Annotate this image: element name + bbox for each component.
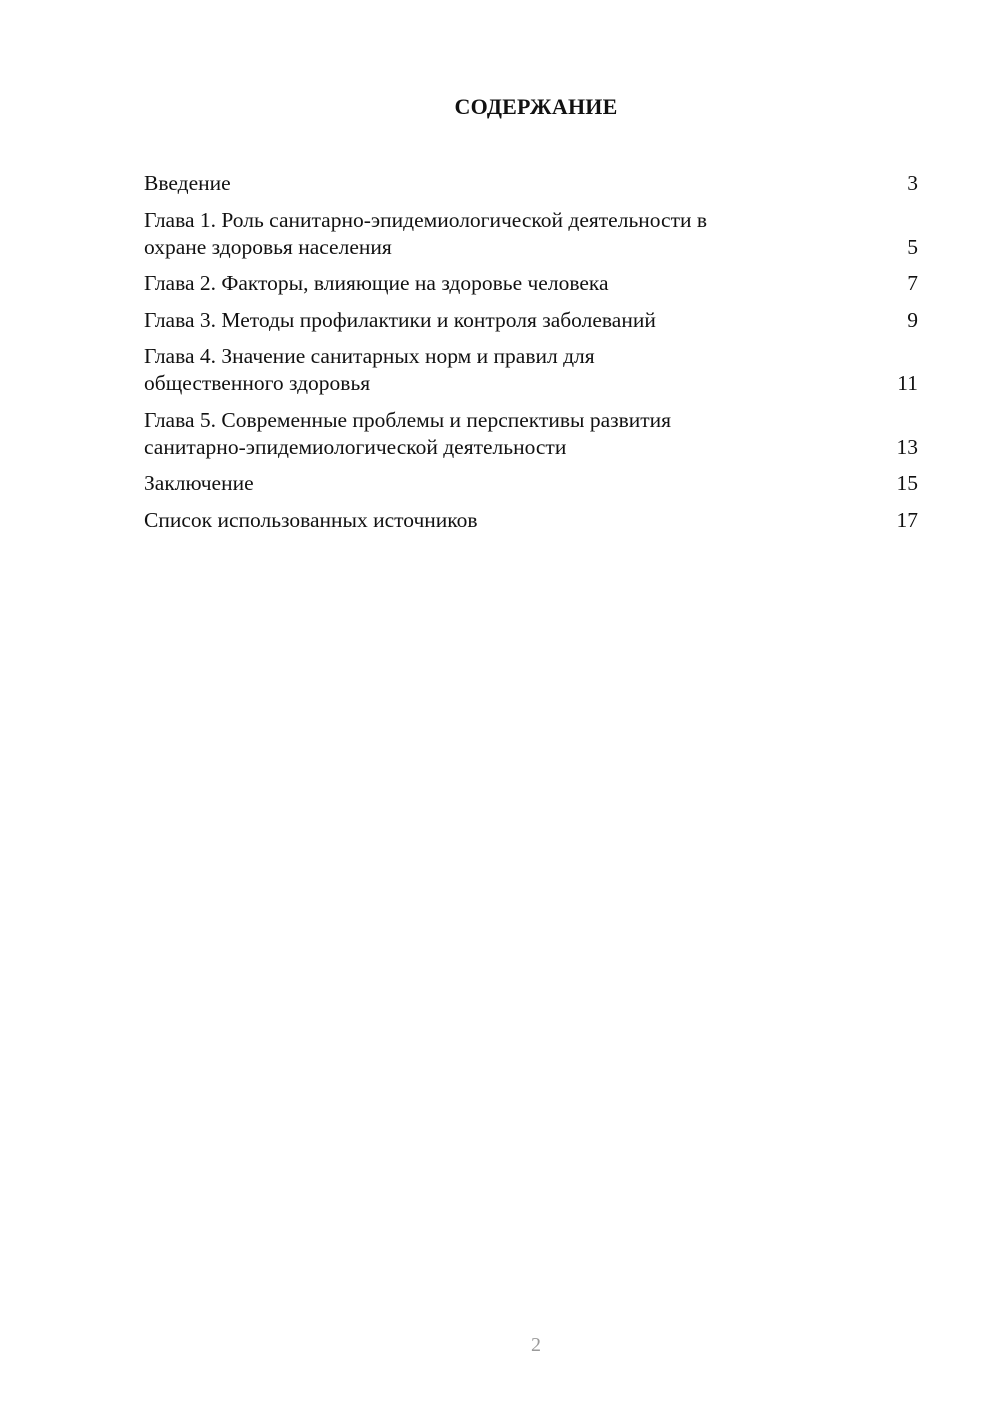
toc-entry-chapter-1 <box>144 207 918 261</box>
toc-entry-label: Глава 5. Современные проблемы и перспективы развития санитарно-эпидемиологической деятельности <box>144 407 672 459</box>
toc-entry-introduction <box>144 170 918 197</box>
toc-entry-conclusion <box>144 470 918 497</box>
toc-entry-label: Заключение <box>144 471 254 495</box>
toc-entry-page: 9 <box>907 307 918 332</box>
toc-entry-label: Список использованных источников <box>144 507 478 532</box>
page-number: 2 <box>531 1334 541 1356</box>
toc-entry-page: 11 <box>897 371 918 395</box>
document-title: СОДЕРЖАНИЕ <box>454 94 618 119</box>
toc-entry-label: Глава 4. Значение санитарных норм и правил для общественного здоровья <box>144 344 595 395</box>
toc-entry-page: 7 <box>907 271 918 295</box>
table-of-contents <box>144 170 918 543</box>
toc-entry-label: Глава 2. Факторы, влияющие на здоровье человека <box>144 271 609 295</box>
toc-entry-page: 5 <box>907 234 918 259</box>
toc-entry-page: 3 <box>907 171 918 195</box>
toc-entry-chapter-3 <box>144 307 918 334</box>
toc-entry-label: Глава 3. Методы профилактики и контроля заболеваний <box>144 307 656 332</box>
toc-entry-page: 17 <box>896 507 918 532</box>
toc-entry-page: 13 <box>896 434 918 459</box>
toc-entry-chapter-5 <box>144 407 918 461</box>
toc-entry-chapter-2 <box>144 270 918 297</box>
toc-entry-label: Глава 1. Роль санитарно-эпидемиологической деятельности в охране здоровья населения <box>144 207 708 259</box>
toc-entry-chapter-4 <box>144 343 918 397</box>
toc-entry-page: 15 <box>896 471 918 495</box>
toc-entry-label: Введение <box>144 171 231 195</box>
toc-entry-references <box>144 507 918 534</box>
